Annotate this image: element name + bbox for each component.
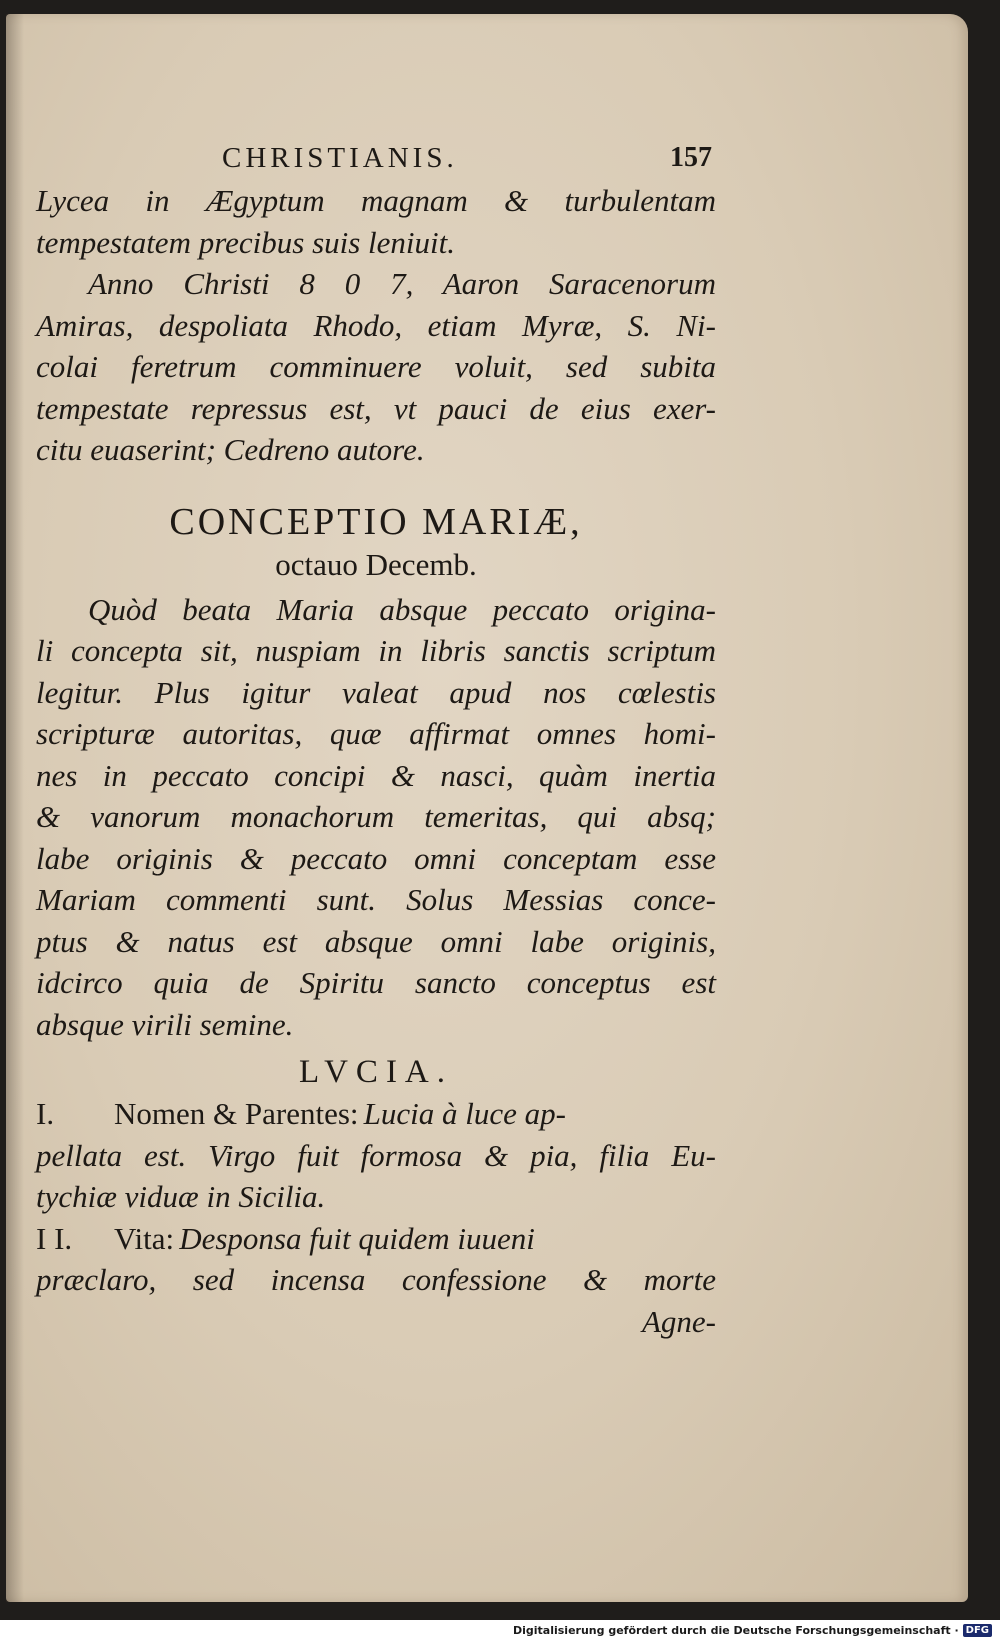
item-vita	[36, 1218, 716, 1301]
text-line: Mariam commenti sunt. Solus Messias conce-	[36, 882, 716, 917]
credit-text: Digitalisierung gefördert durch die Deutsche Forschungsgemeinschaft ·	[512, 1624, 959, 1637]
item-number: I.	[36, 1096, 55, 1131]
dfg-logo: DFG	[963, 1624, 992, 1637]
page-number: 157	[670, 142, 712, 173]
text-line: & vanorum monachorum temeritas, qui absq;	[36, 799, 716, 834]
text-line: li concepta sit, nuspiam in libris sanctis scriptum	[36, 633, 716, 668]
item-rubric: Nomen & Parentes:	[114, 1096, 359, 1131]
page-text	[36, 132, 716, 1342]
item-rubric: Vita:	[114, 1220, 175, 1256]
digitization-credit	[513, 1620, 992, 1641]
text-line: ptus & natus est absque omni labe originis,	[36, 923, 716, 959]
running-title: CHRISTIANIS.	[222, 142, 458, 174]
catchword: Agne-	[641, 1303, 716, 1339]
text-line: tychiæ viduæ in Sicilia.	[36, 1179, 326, 1214]
paragraph-conceptio	[36, 589, 716, 1046]
running-head	[36, 132, 716, 176]
text-line: tempestate repressus est, vt pauci de eius exer-	[36, 390, 716, 426]
book-page	[6, 14, 968, 1602]
item-number: I I.	[36, 1220, 73, 1256]
text-line: labe originis & peccato omni conceptam esse	[36, 840, 716, 876]
text-line: tempestatem precibus suis leniuit.	[36, 224, 456, 260]
text-line: idcirco quia de Spiritu sancto conceptus est	[36, 965, 716, 1000]
text-line: Anno Christi 8 0 7, Aaron Saracenorum	[88, 266, 716, 301]
text-line: citu euaserint; Cedreno autore.	[36, 432, 425, 467]
text-line: Lycea in Ægyptum magnam & turbulentam	[36, 183, 716, 218]
page-gutter	[6, 14, 24, 1602]
section-heading: CONCEPTIO MARIÆ,	[169, 500, 583, 543]
text-line: præclaro, sed incensa confessione & morte	[36, 1262, 716, 1297]
text-line: absque virili semine.	[36, 1006, 294, 1042]
section-subheading: octauo Decemb.	[275, 546, 477, 582]
text-line: nes in peccato concipi & nasci, quàm inertia	[36, 757, 716, 793]
text-line: pellata est. Virgo fuit formosa & pia, filia Eu-	[36, 1137, 716, 1173]
item-first-line	[36, 1093, 716, 1135]
text-line: Desponsa fuit quidem iuueni	[179, 1220, 535, 1256]
text-line: Lucia à luce ap-	[363, 1096, 566, 1131]
paragraph-anno-christi	[36, 263, 716, 471]
section-title-lucia: LVCIA.	[298, 1054, 454, 1090]
item-first-line	[36, 1218, 716, 1260]
item-nomen-parentes	[36, 1093, 716, 1218]
text-line: colai feretrum comminuere voluit, sed subita	[36, 349, 716, 384]
paragraph-lycea	[36, 180, 716, 263]
text-line: Quòd beata Maria absque peccato origina-	[88, 591, 716, 627]
text-line: scripturæ autoritas, quæ affirmat omnes homi-	[36, 716, 716, 751]
text-line: Amiras, despoliata Rhodo, etiam Myræ, S. Ni-	[36, 307, 716, 343]
text-line: legitur. Plus igitur valeat apud nos cœlestis	[36, 674, 716, 710]
